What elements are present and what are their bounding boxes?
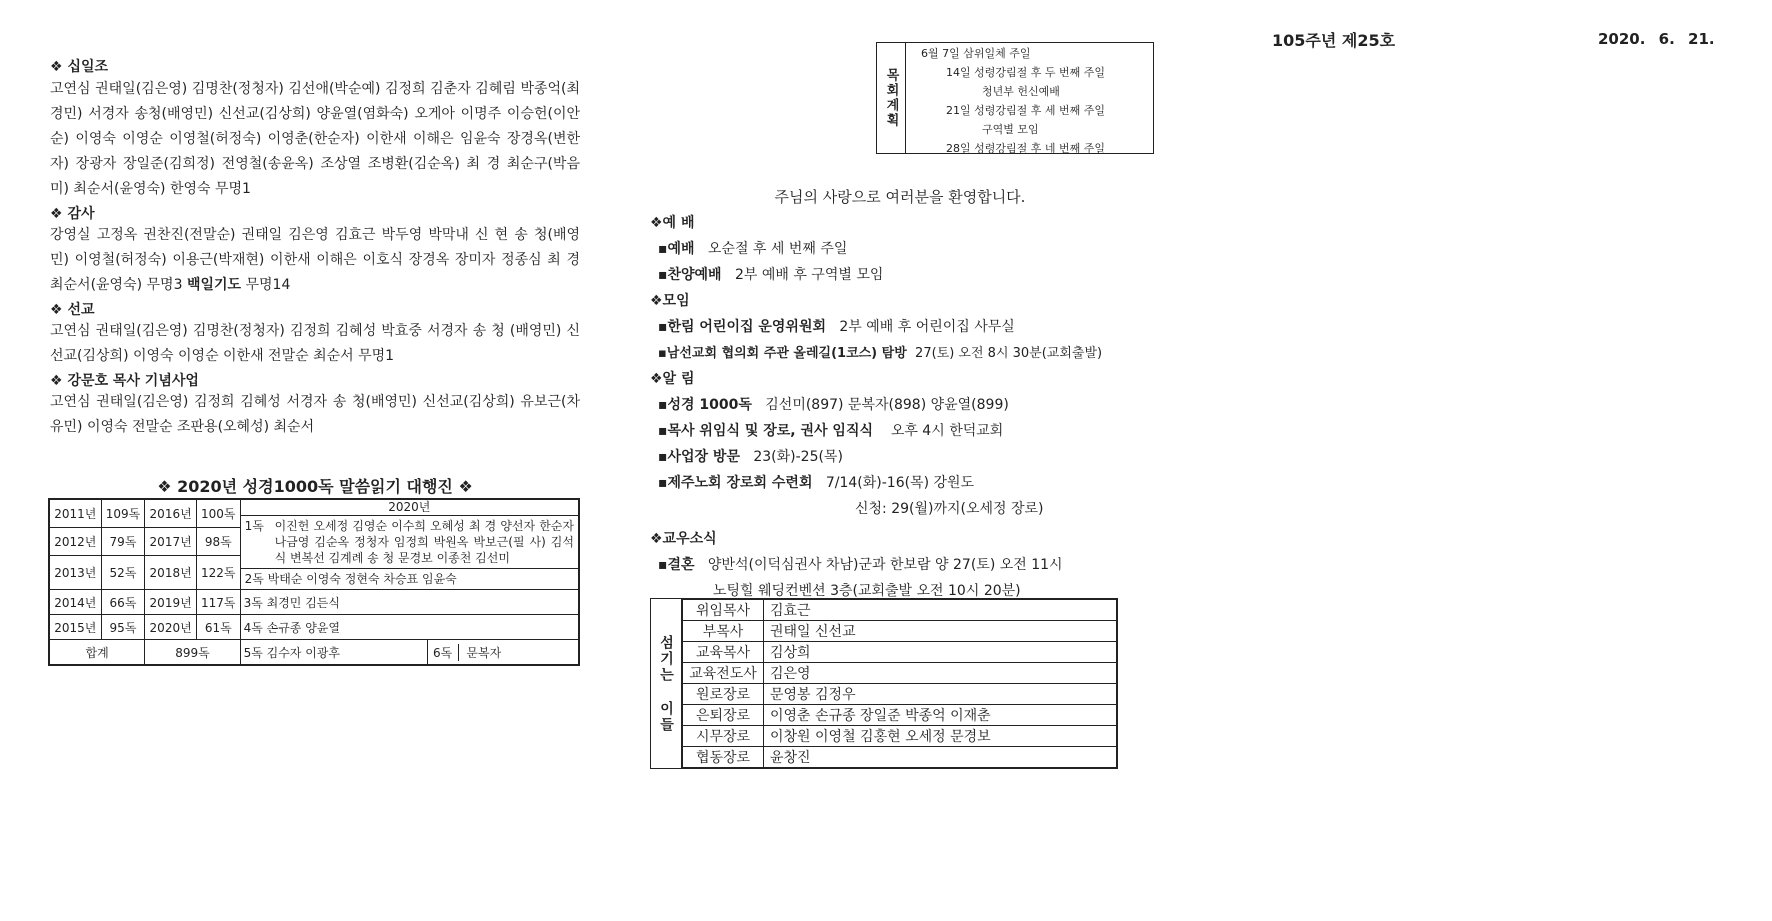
notice-item: ▪사업장 방문 23(화)-25(목) [658,449,843,465]
section-mission [50,299,580,369]
count-cell: 100독 [196,499,240,527]
count-cell: 79독 [101,527,145,555]
schedule-item: 청년부 헌신예배 [982,85,1060,98]
count-cell: 95독 [101,615,145,640]
table-row: 위임목사 김효근 [683,600,1117,621]
section-memorial [50,370,580,440]
read-5: 5독 김수자 이광후 [240,640,427,666]
bible-reading-table [48,498,580,666]
table-row: 교육전도사 김은영 [683,663,1117,684]
year-cell: 2013년 [49,555,101,589]
read-3: 3독 최경민 김든식 [240,590,579,615]
read-4: 4독 손규종 양윤열 [240,615,579,640]
table-row: 시무장로 이창원 이영철 김홍현 오세정 문경보 [683,726,1117,747]
count-cell: 122독 [196,555,240,589]
year-cell: 2011년 [49,499,101,527]
schedule-item: 6월 7일 삼위일체 주일 [921,47,1031,60]
meeting-item: ▪남선교회 협의회 주관 올레길(1코스) 탐방 27(토) 오전 8시 30분(교회출발) [658,346,1103,361]
meeting-item: ▪한림 어린이집 운영위원회 2부 예배 후 어린이집 사무실 [658,319,1015,335]
table-row: 부목사 권태일 신선교 [683,621,1117,642]
year-header: 2020년 [241,500,578,516]
year-cell: 2016년 [145,499,197,527]
diamond-icon: ❖ [50,373,63,389]
table-row: 교육목사 김상희 [683,642,1117,663]
section-names: 강영실 고정옥 권찬진(전말순) 권태일 김은영 김효근 박두영 박막내 신 현 송 청(배영민) 이영철(허정숙) 이용근(박재현) 이한새 이해은 이호식 장경옥 장미자 정종심 최 경 최순서(윤영숙) 무명3 [50,227,580,293]
worship-item: ▪예배 오순절 후 세 번째 주일 [658,241,848,257]
meeting-heading: ❖모임 [650,293,690,309]
total-label: 합계 [49,640,145,666]
news-item-detail: 노팅힐 웨딩컨벤션 3층(교회출발 오전 10시 20분) [713,583,1021,599]
count-cell: 61독 [196,615,240,640]
total-value: 899독 [145,640,240,666]
year-cell: 2015년 [49,615,101,640]
staff-label: 섬기는 이들 [658,634,674,733]
read-1-names: 이진헌 오세정 김영순 이수희 오혜성 최 경 양선자 한순자 나금영 김순옥 정청자 임정희 박원옥 박보근(필 사) 김석식 변복선 김계례 송 청 문경보 이종천 김선미 [274,519,574,565]
diamond-icon: ❖ [50,59,63,75]
read-6-name: 문복자 [466,645,502,660]
news-item: ▪결혼 양반석(이덕심권사 차남)군과 한보람 양 27(토) 오전 11시 [658,557,1063,573]
notice-item: ▪성경 1000독 김선미(897) 문복자(898) 양윤열(899) [658,397,1009,413]
year-cell: 2019년 [145,590,197,615]
issue-number: 105주년 제25호 [1272,31,1396,50]
count-cell: 52독 [101,555,145,589]
notice-heading: ❖알 림 [650,371,695,387]
section-title: 강문호 목사 기념사업 [67,373,199,389]
reads-2020-panel [240,499,579,590]
section-title: 십일조 [67,59,109,75]
count-cell: 98독 [196,527,240,555]
read-2: 2독 박태순 이영숙 정현숙 차승표 임윤숙 [244,572,457,586]
year-cell: 2012년 [49,527,101,555]
section-names: 고연심 권태일(김은영) 김명찬(정청자) 김선애(박순예) 김정희 김춘자 김혜림 박종억(최경민) 서경자 송청(배영민) 신선교(김상희) 양윤열(염화숙) 오게아 이명주 이승헌(이안순) 이영숙 이영순 이영철(허정숙) 이영춘(한순자) 이한새 이해은 임윤숙 장경옥(변한자) 장광자 장일준(김희정) 전영철(송윤옥) 조상열 조병환(김순옥) 최 경 최순구(박음미) 최순서(윤영숙) 한영숙 무명1 [50,81,580,197]
notice-item: ▪목사 위임식 및 장로, 권사 임직식 오후 4시 한덕교회 [658,423,1004,439]
count-cell: 109독 [101,499,145,527]
staff-table [682,599,1117,768]
hundred-day-prayer-value: 무명14 [245,277,291,293]
table-row: 협동장로 윤창진 [683,747,1117,768]
read-1-label: 1독 [244,519,264,533]
count-cell: 117독 [196,590,240,615]
year-cell: 2017년 [145,527,197,555]
diamond-icon: ❖ [50,206,63,222]
section-names: 고연심 권태일(김은영) 김정희 김혜성 서경자 송 청(배영민) 신선교(김상희) 유보근(차유민) 이영숙 전말순 조판용(오혜성) 최순서 [50,394,580,435]
schedule-item: 28일 성령강림절 후 네 번째 주일 [946,142,1105,155]
schedule-item: 구역별 모임 [982,123,1039,136]
staff-box [650,598,1118,769]
announcements [650,212,1170,606]
diamond-icon: ❖ [50,302,63,318]
pastoral-plan-box [876,42,1154,154]
welcome-text: 주님의 사랑으로 여러분을 환영합니다. [774,188,1026,206]
section-title: 선교 [67,302,95,318]
count-cell: 66독 [101,590,145,615]
pastoral-plan-list [920,44,1106,158]
notice-item: ▪제주노회 장로회 수련회 7/14(화)-16(목) 강원도 [658,475,975,491]
section-title: 감사 [67,206,95,222]
schedule-item: 21일 성령강림절 후 세 번째 주일 [946,104,1105,117]
year-cell: 2020년 [145,615,197,640]
news-heading: ❖교우소식 [650,531,717,547]
read-6-label: 6독 [428,644,459,661]
pastoral-plan-label: 목회계획 [883,68,899,128]
year-cell: 2018년 [145,555,197,589]
worship-heading: ❖예 배 [650,215,695,231]
issue-date: 2020. 6. 21. [1598,30,1715,48]
worship-item: ▪찬양예배 2부 예배 후 구역별 모임 [658,267,884,283]
schedule-item: 14일 성령강림절 후 두 번째 주일 [946,66,1105,79]
year-cell: 2014년 [49,590,101,615]
section-thanks [50,203,580,298]
bible-reading-title: ❖ 2020년 성경1000독 말씀읽기 대행진 ❖ [157,477,473,496]
section-names: 고연심 권태일(김은영) 김명찬(정청자) 김정희 김혜성 박효중 서경자 송 청 (배영민) 신선교(김상희) 이영숙 이영순 이한새 전말순 최순서 무명1 [50,323,580,364]
notice-extra: 신청: 29(월)까지(오세정 장로) [855,501,1044,517]
table-row: 은퇴장로 이영춘 손규종 장일준 박종억 이재춘 [683,705,1117,726]
offering-lists [50,56,580,440]
hundred-day-prayer-label: 백일기도 [186,277,242,293]
table-row: 원로장로 문영봉 김정우 [683,684,1117,705]
section-tithe [50,56,580,202]
